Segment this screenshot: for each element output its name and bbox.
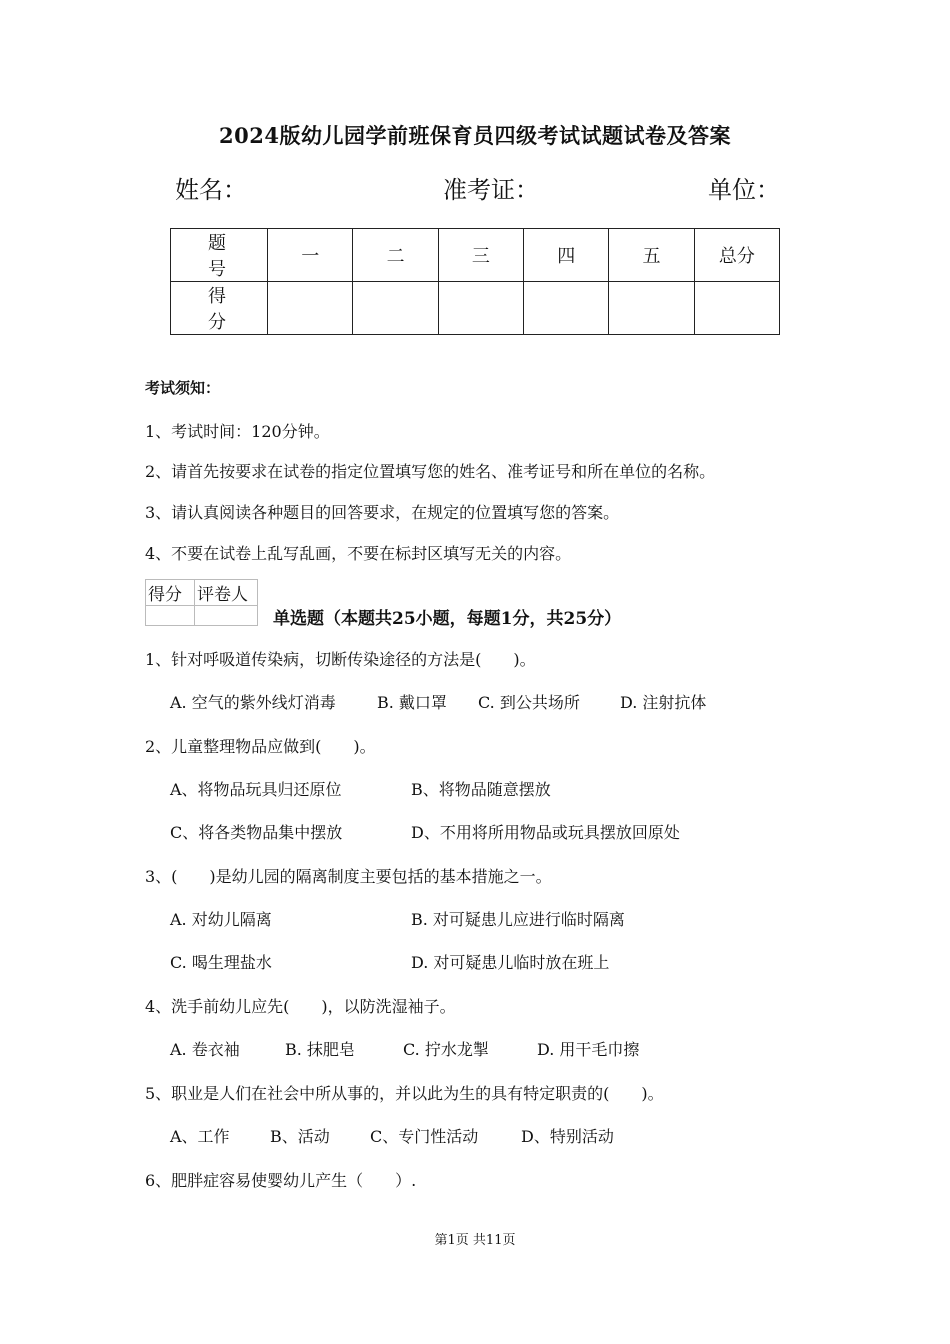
score-header-cell: 五 (609, 229, 694, 282)
page-title: 2024版幼儿园学前班保育员四级考试试题试卷及答案 (219, 123, 731, 148)
score-header-cell: 三 (438, 229, 523, 282)
grader-name-label: 评卷人 (195, 580, 258, 606)
notice-item: 2、请首先按要求在试卷的指定位置填写您的姓名、准考证号和所在单位的名称。 (145, 462, 716, 481)
question-option[interactable]: B、将物品随意摆放 (411, 780, 551, 799)
score-header-cell: 题 号 (171, 229, 268, 282)
question-option[interactable]: C. 喝生理盐水 (170, 953, 272, 972)
score-cell[interactable] (524, 282, 609, 335)
question-option[interactable]: B. 对可疑患儿应进行临时隔离 (411, 910, 625, 929)
score-cell[interactable] (694, 282, 779, 335)
score-header-cell: 总分 (694, 229, 779, 282)
ticket-label: 准考证： (443, 176, 539, 204)
score-cell[interactable] (438, 282, 523, 335)
question-option[interactable]: D. 注射抗体 (620, 693, 707, 712)
section-title: 单选题（本题共25小题，每题1分，共25分） (273, 609, 622, 629)
score-cell[interactable] (268, 282, 353, 335)
score-header-cell: 一 (268, 229, 353, 282)
score-row-label: 得 分 (171, 282, 268, 335)
question-stem: 1、针对呼吸道传染病，切断传染途径的方法是( )。 (145, 650, 536, 669)
question-option[interactable]: C. 拧水龙掣 (403, 1040, 489, 1059)
notice-item: 1、考试时间：120分钟。 (145, 422, 330, 441)
question-option[interactable]: D、不用将所用物品或玩具摆放回原处 (411, 823, 680, 842)
question-stem: 3、( )是幼儿园的隔离制度主要包括的基本措施之一。 (145, 867, 552, 886)
score-cell[interactable] (609, 282, 694, 335)
notice-item: 4、不要在试卷上乱写乱画，不要在标封区填写无关的内容。 (145, 544, 572, 563)
question-stem: 5、职业是人们在社会中所从事的，并以此为生的具有特定职责的( )。 (145, 1084, 664, 1103)
score-table (170, 228, 780, 335)
grader-name-cell[interactable] (195, 606, 258, 626)
page-footer: 第1页 共11页 (434, 1233, 516, 1248)
score-header-row (171, 229, 780, 282)
question-stem: 2、儿童整理物品应做到( )。 (145, 737, 376, 756)
question-option[interactable]: A. 卷衣袖 (170, 1040, 240, 1059)
question-option[interactable]: A. 对幼儿隔离 (170, 910, 272, 929)
grader-box (145, 579, 258, 626)
unit-label: 单位： (708, 176, 780, 204)
grader-score-cell[interactable] (146, 606, 195, 626)
name-label: 姓名： (175, 176, 247, 204)
question-option[interactable]: A. 空气的紫外线灯消毒 (170, 693, 336, 712)
score-header-cell: 四 (524, 229, 609, 282)
grader-score-label: 得分 (146, 580, 195, 606)
question-stem: 4、洗手前幼儿应先( )，以防洗湿袖子。 (145, 997, 456, 1016)
score-cell[interactable] (353, 282, 438, 335)
candidate-fields (175, 170, 780, 202)
question-option[interactable]: C、将各类物品集中摆放 (170, 823, 343, 842)
score-value-row (171, 282, 780, 335)
question-option[interactable]: A、工作 (170, 1127, 230, 1146)
score-header-cell: 二 (353, 229, 438, 282)
question-option[interactable]: A、将物品玩具归还原位 (170, 780, 342, 799)
question-option[interactable]: D、特别活动 (521, 1127, 614, 1146)
question-option[interactable]: D. 对可疑患儿临时放在班上 (411, 953, 610, 972)
question-option[interactable]: B、活动 (270, 1127, 330, 1146)
question-option[interactable]: B. 戴口罩 (377, 693, 447, 712)
question-option[interactable]: C. 到公共场所 (478, 693, 580, 712)
question-option[interactable]: D. 用干毛巾擦 (537, 1040, 640, 1059)
notice-item: 3、请认真阅读各种题目的回答要求，在规定的位置填写您的答案。 (145, 503, 620, 522)
question-option[interactable]: B. 抹肥皂 (285, 1040, 355, 1059)
question-option[interactable]: C、专门性活动 (370, 1127, 479, 1146)
question-stem: 6、肥胖症容易使婴幼儿产生（ ）. (145, 1171, 417, 1190)
notice-heading: 考试须知： (145, 379, 221, 397)
